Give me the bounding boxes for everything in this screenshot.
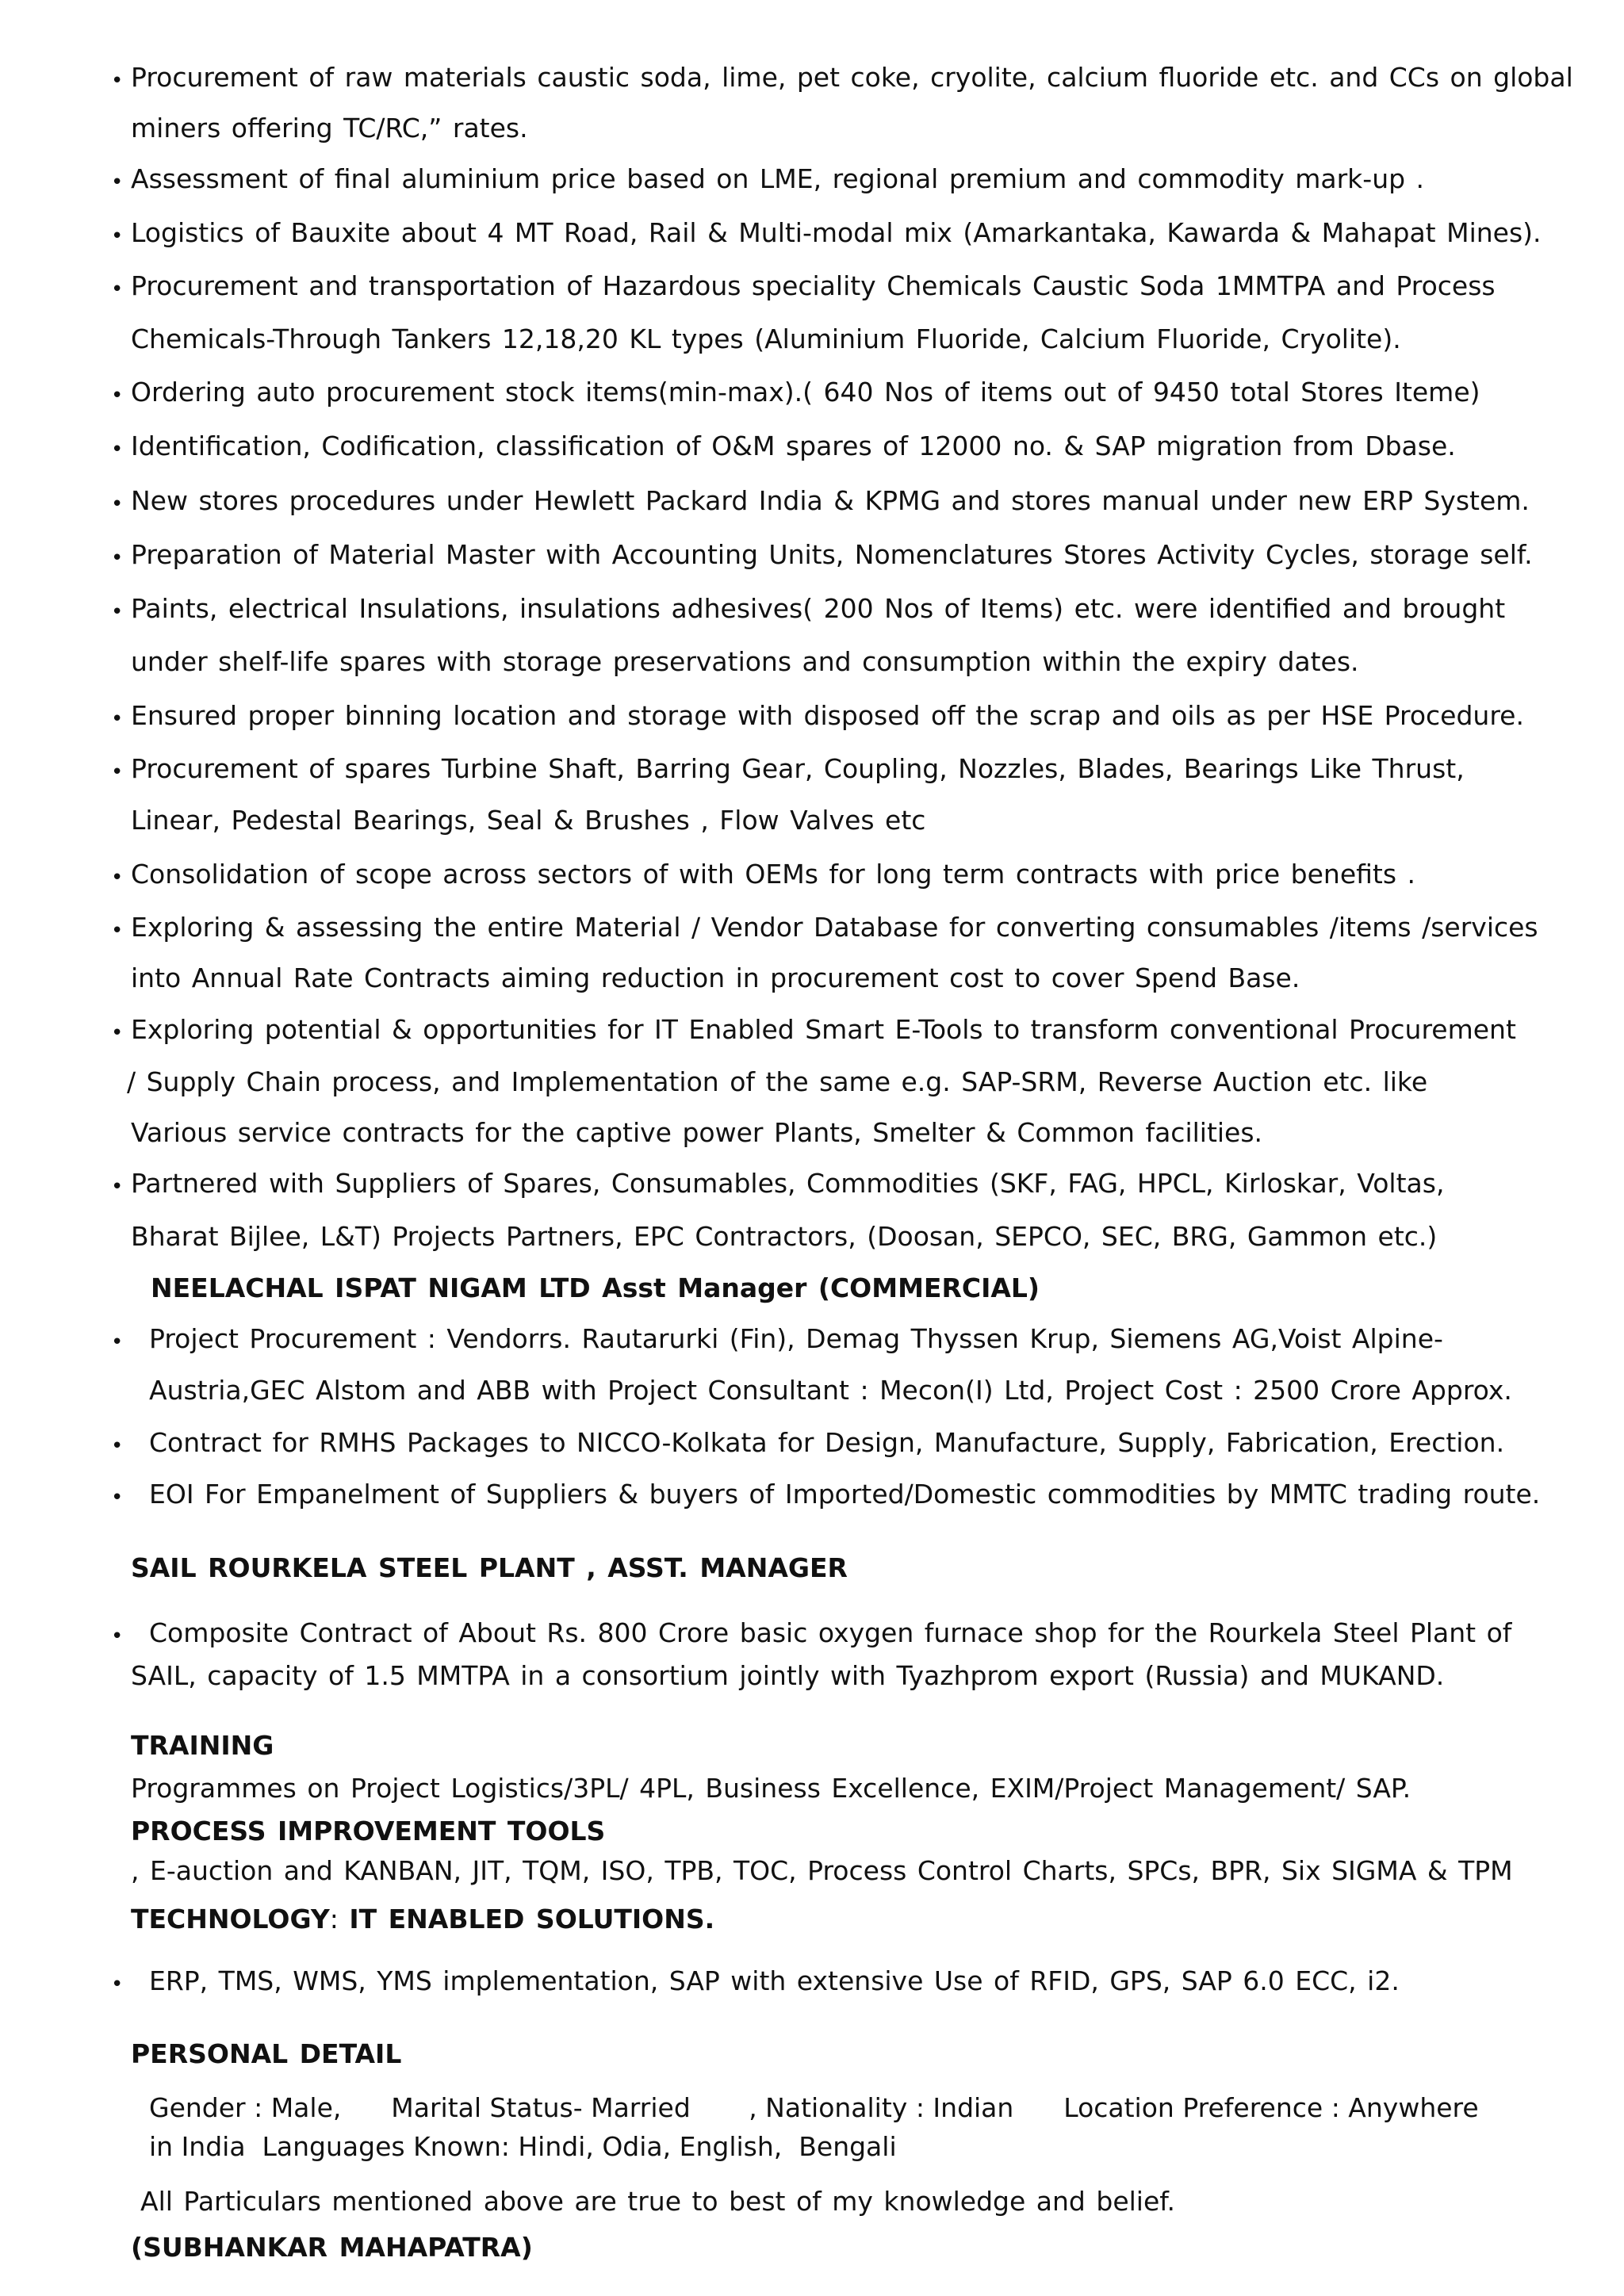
text-line: Ordering auto procurement stock items(min-max).( 640 Nos of items out of 9450 total Stores Iteme) xyxy=(131,377,1480,408)
bullet: • xyxy=(111,546,124,570)
bullet: • xyxy=(111,1330,124,1354)
text-line: ERP, TMS, WMS, YMS implementation, SAP with extensive Use of RFID, GPS, SAP 6.0 ECC, i2. xyxy=(149,1965,1400,1996)
bullet: • xyxy=(111,1434,124,1458)
bullet: • xyxy=(111,492,124,516)
text-line: Assessment of final aluminium price based on LME, regional premium and commodity mark-up . xyxy=(131,163,1425,194)
bullet: • xyxy=(111,866,124,890)
text-line: Contract for RMHS Packages to NICCO-Kolkata for Design, Manufacture, Supply, Fabrication, Erection. xyxy=(149,1427,1505,1458)
bullet: • xyxy=(111,1175,124,1199)
text-line: Composite Contract of About Rs. 800 Crore basic oxygen furnace shop for the Rourkela Steel Plant of xyxy=(149,1617,1512,1648)
text-line: Partnered with Suppliers of Spares, Consumables, Commodities (SKF, FAG, HPCL, Kirloskar, Voltas, xyxy=(131,1168,1445,1199)
text-line: Paints, electrical Insulations, insulations adhesives( 200 Nos of Items) etc. were identified and brought xyxy=(131,593,1506,624)
bullet: • xyxy=(111,760,124,784)
personal-detail-line: in India Languages Known: Hindi, Odia, English, Bengali xyxy=(149,2131,897,2162)
text-line: Consolidation of scope across sectors of with OEMs for long term contracts with price benefits . xyxy=(131,859,1416,890)
bullet: • xyxy=(111,1973,124,1996)
bullet: • xyxy=(111,384,124,408)
bullet: • xyxy=(111,1021,124,1045)
text-line: Programmes on Project Logistics/3PL/ 4PL, Business Excellence, EXIM/Project Management/ SAP. xyxy=(131,1773,1411,1804)
technology-colon: : xyxy=(329,1904,350,1934)
bullet: • xyxy=(111,277,124,301)
bullet: • xyxy=(111,170,124,194)
text-line: under shelf-life spares with storage preservations and consumption within the expiry dates. xyxy=(131,646,1359,677)
text-line: Austria,GEC Alstom and ABB with Project Consultant : Mecon(I) Ltd, Project Cost : 2500 Crore Approx. xyxy=(149,1375,1512,1406)
text-line: Logistics of Bauxite about 4 MT Road, Rail & Multi-modal mix (Amarkantaka, Kawarda & Mahapat Mines). xyxy=(131,217,1542,248)
text-line: Various service contracts for the captive power Plants, Smelter & Common facilities. xyxy=(131,1117,1263,1148)
bullet: • xyxy=(111,224,124,248)
text-line: New stores procedures under Hewlett Packard India & KPMG and stores manual under new ERP System. xyxy=(131,485,1530,516)
text-line: Exploring potential & opportunities for IT Enabled Smart E-Tools to transform conventional Procurement xyxy=(131,1014,1516,1045)
section-heading-technology xyxy=(131,1904,714,1935)
text-line: Procurement of spares Turbine Shaft, Barring Gear, Coupling, Nozzles, Blades, Bearings Like Thrust, xyxy=(131,753,1465,784)
section-heading-training: TRAINING xyxy=(131,1730,274,1761)
text-line: Exploring & assessing the entire Material / Vendor Database for converting consumables /items /services xyxy=(131,912,1538,943)
text-line: EOI For Empanelment of Suppliers & buyers of Imported/Domestic commodities by MMTC trading route. xyxy=(149,1479,1541,1510)
personal-detail-line: Gender : Male, Marital Status- Married , Nationality : Indian Location Preference : Anywhere xyxy=(149,2092,1479,2123)
text-line: / Supply Chain process, and Implementation of the same e.g. SAP-SRM, Reverse Auction etc. like xyxy=(127,1066,1428,1097)
text-line: Identification, Codification, classification of O&M spares of 12000 no. & SAP migration from Dbase. xyxy=(131,430,1456,461)
text-line: miners offering TC/RC,” rates. xyxy=(131,113,528,144)
bullet: • xyxy=(111,600,124,624)
text-line: Ensured proper binning location and storage with disposed off the scrap and oils as per HSE Procedure. xyxy=(131,700,1524,731)
bullet: • xyxy=(111,438,124,461)
section-heading-neelachal: NEELACHAL ISPAT NIGAM LTD Asst Manager (COMMERCIAL) xyxy=(151,1272,1040,1303)
text-line: Linear, Pedestal Bearings, Seal & Brushes , Flow Valves etc xyxy=(131,805,926,836)
signature-name: (SUBHANKAR MAHAPATRA) xyxy=(131,2232,533,2263)
section-heading-personal: PERSONAL DETAIL xyxy=(131,2038,402,2069)
declaration-text: All Particulars mentioned above are true to best of my knowledge and belief. xyxy=(140,2186,1175,2217)
text-line: Bharat Bijlee, L&T) Projects Partners, EPC Contractors, (Doosan, SEPCO, SEC, BRG, Gammon etc.) xyxy=(131,1221,1438,1252)
bullet: • xyxy=(111,69,124,93)
text-line: , E-auction and KANBAN, JIT, TQM, ISO, TPB, TOC, Process Control Charts, SPCs, BPR, Six SIGMA & TPM xyxy=(131,1855,1513,1886)
bullet: • xyxy=(111,1624,124,1648)
section-heading-process-tools: PROCESS IMPROVEMENT TOOLS xyxy=(131,1816,606,1846)
text-line: Project Procurement : Vendorrs. Rautarurki (Fin), Demag Thyssen Krup, Siemens AG,Voist Alpine- xyxy=(149,1323,1443,1354)
technology-label: TECHNOLOGY xyxy=(131,1904,330,1934)
bullet: • xyxy=(111,707,124,731)
technology-value: IT ENABLED SOLUTIONS. xyxy=(349,1904,715,1934)
text-line: into Annual Rate Contracts aiming reduction in procurement cost to cover Spend Base. xyxy=(131,962,1300,993)
bullet: • xyxy=(111,919,124,943)
text-line: Procurement and transportation of Hazardous speciality Chemicals Caustic Soda 1MMTPA and Process xyxy=(131,270,1496,301)
text-line: SAIL, capacity of 1.5 MMTPA in a consortium jointly with Tyazhprom export (Russia) and MUKAND. xyxy=(131,1660,1445,1691)
text-line: Procurement of raw materials caustic soda, lime, pet coke, cryolite, calcium fluoride etc. and CCs on global xyxy=(131,62,1573,93)
section-heading-sail: SAIL ROURKELA STEEL PLANT , ASST. MANAGER xyxy=(131,1552,848,1583)
text-line: Chemicals-Through Tankers 12,18,20 KL types (Aluminium Fluoride, Calcium Fluoride, Cryolite). xyxy=(131,323,1401,354)
bullet: • xyxy=(111,1486,124,1510)
text-line: Preparation of Material Master with Accounting Units, Nomenclatures Stores Activity Cycles, storage self. xyxy=(131,539,1533,570)
